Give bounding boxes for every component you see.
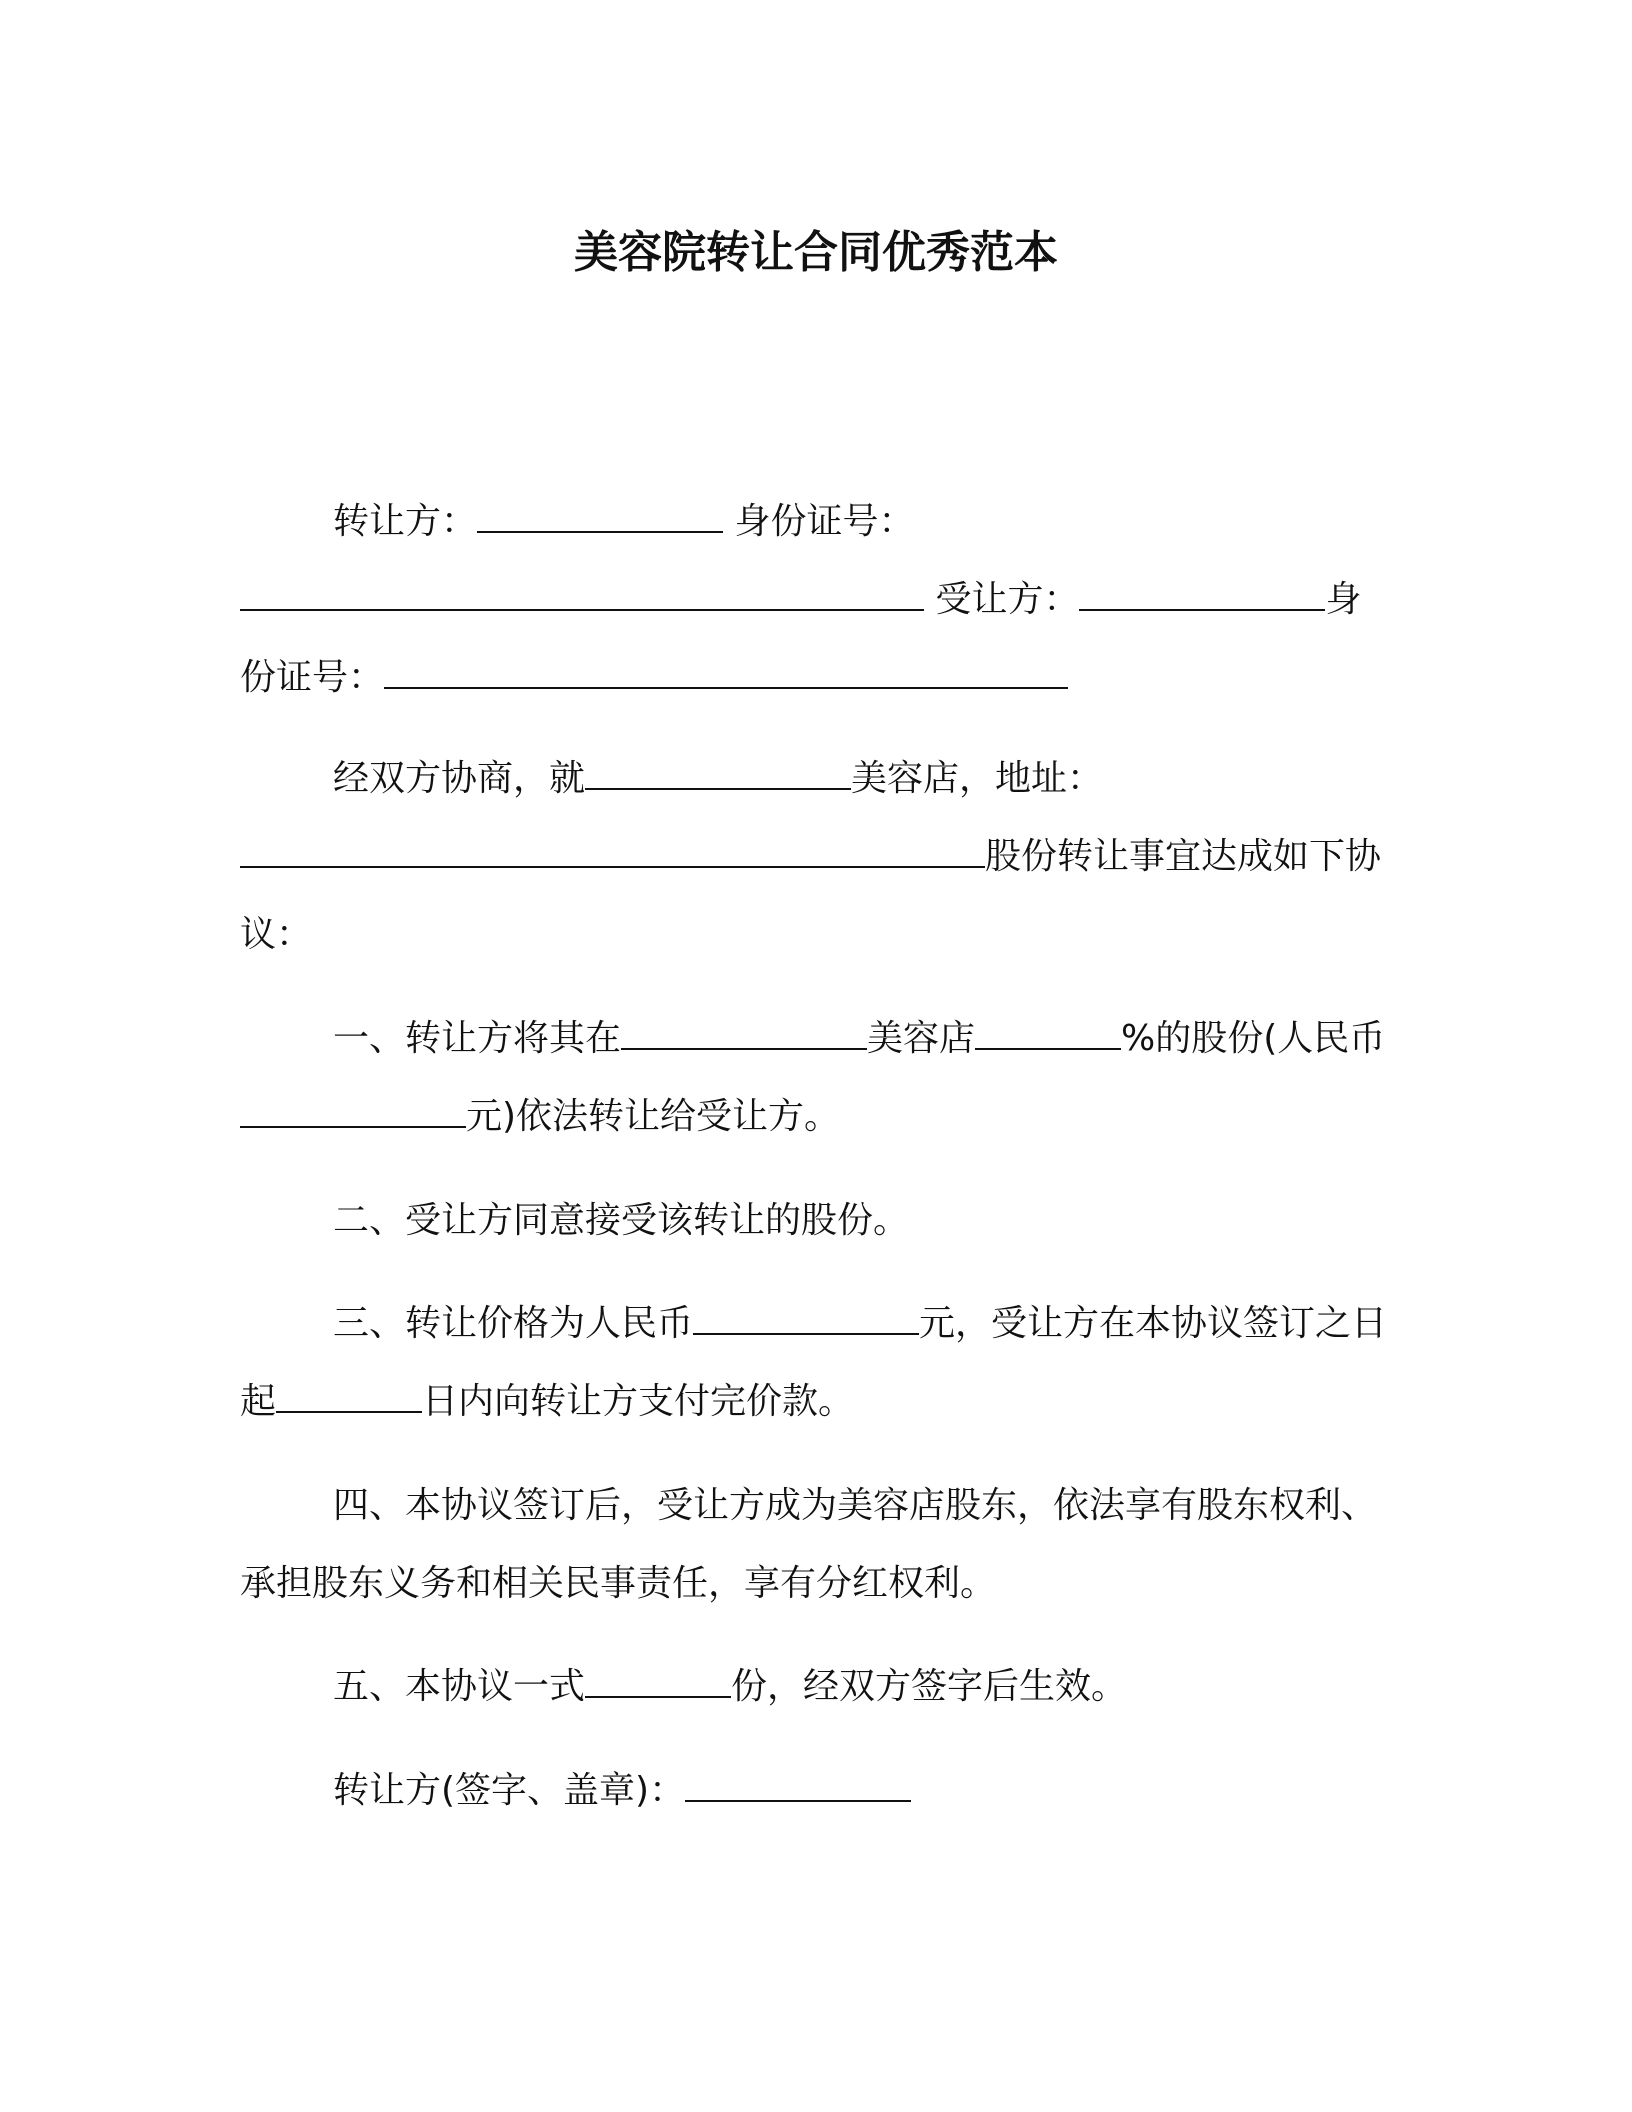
clause-4	[240, 1467, 1395, 1623]
transferor-signature-blank[interactable]	[685, 1772, 911, 1802]
clause-1-text-3: %的股份(人民币	[1121, 1018, 1386, 1059]
clause-5-text-1: 五、本协议一式	[333, 1666, 586, 1707]
copies-count-blank[interactable]	[585, 1668, 731, 1698]
transferee-id-blank[interactable]	[384, 659, 1068, 689]
clause-5-text-2: 份，经双方签字后生效。	[731, 1666, 1128, 1707]
intro-text-2: 美容店，地址：	[851, 758, 1104, 799]
transferor-name-blank[interactable]	[477, 503, 723, 533]
salon-name-blank[interactable]	[585, 760, 851, 790]
intro-text-1: 经双方协商，就	[333, 758, 586, 799]
payment-days-blank[interactable]	[276, 1383, 422, 1413]
share-percent-blank[interactable]	[975, 1020, 1121, 1050]
salon-address-blank[interactable]	[240, 838, 985, 868]
intro-text-3: 股份转让事宜达成如下协议：	[240, 836, 1382, 955]
transferor-label: 转让方：	[333, 501, 478, 542]
clause-3-text-2: 元，受让方在本协议签订之日起	[240, 1303, 1388, 1422]
clause-3	[240, 1285, 1395, 1441]
clause-3-text	[240, 1285, 1395, 1441]
clause-5-text	[240, 1648, 1395, 1726]
share-amount-blank[interactable]	[240, 1098, 466, 1128]
transferee-label: 受让方：	[935, 579, 1080, 620]
clause-1-text	[240, 1000, 1395, 1156]
intro-paragraph	[240, 740, 1395, 974]
transferee-id-label-start: 身	[1325, 579, 1362, 620]
clause-1	[240, 1000, 1395, 1156]
transferor-id-blank[interactable]	[240, 581, 924, 611]
transferee-name-blank[interactable]	[1079, 581, 1325, 611]
transfer-price-blank[interactable]	[693, 1305, 919, 1335]
parties-text	[240, 483, 1395, 717]
clause-1-text-2: 美容店	[867, 1018, 976, 1059]
clause-2	[240, 1182, 1395, 1260]
intro-text	[240, 740, 1395, 974]
document-title: 美容院转让合同优秀范本	[574, 227, 1058, 278]
clause-1-text-4: 元)依法转让给受让方。	[466, 1096, 841, 1137]
clause-3-text-1: 三、转让价格为人民币	[333, 1303, 694, 1344]
parties-paragraph	[240, 483, 1395, 717]
clause-4-text: 四、本协议签订后，受让方成为美容店股东，依法享有股东权利、承担股东义务和相关民事责任，享有分红权利。	[240, 1485, 1378, 1604]
transferor-sign-label: 转让方(签字、盖章)：	[333, 1770, 686, 1811]
clause-5	[240, 1648, 1395, 1726]
clause-3-text-3: 日内向转让方支付完价款。	[422, 1381, 855, 1422]
clause-1-salon-blank[interactable]	[621, 1020, 867, 1050]
clause-2-text: 二、受让方同意接受该转让的股份。	[333, 1200, 910, 1241]
transferor-id-label: 身份证号：	[734, 501, 915, 542]
transferee-id-label-end: 份证号：	[240, 657, 385, 698]
transferor-signature-line	[240, 1752, 1395, 1830]
clause-1-text-1: 一、转让方将其在	[333, 1018, 622, 1059]
signature-block	[240, 1752, 1395, 1830]
